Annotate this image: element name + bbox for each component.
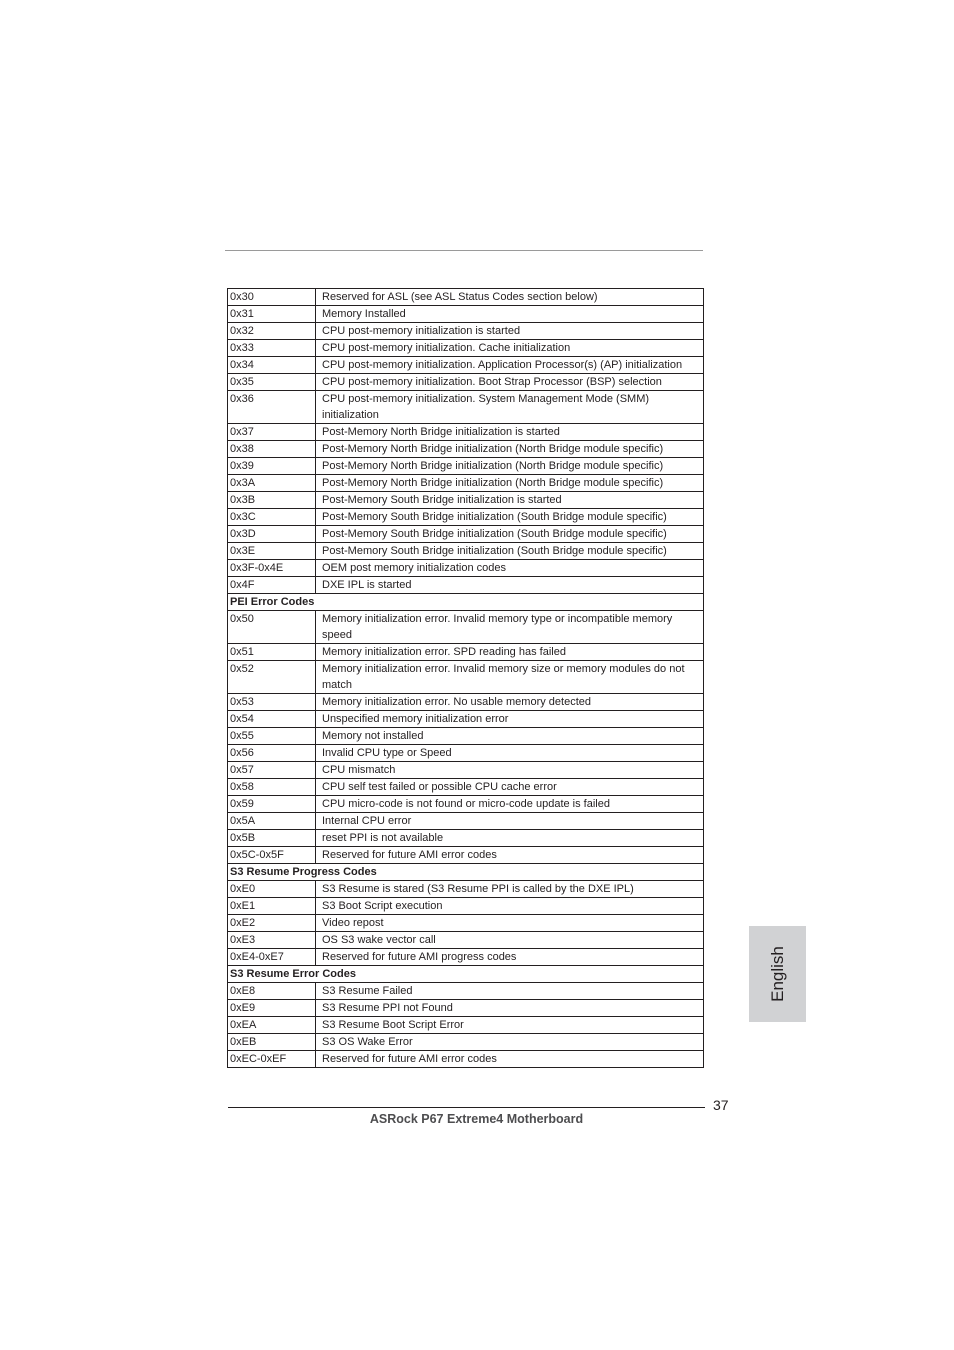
table-row <box>228 728 704 745</box>
table-row <box>228 932 704 949</box>
description-cell: Post-Memory North Bridge initialization (North Bridge module specific) <box>316 475 704 492</box>
section-header: PEI Error Codes <box>228 594 704 611</box>
language-tab <box>749 926 806 1022</box>
table-row <box>228 661 704 694</box>
table-row <box>228 847 704 864</box>
description-cell: CPU post-memory initialization. Application Processor(s) (AP) initialization <box>316 357 704 374</box>
code-cell: 0xEA <box>228 1017 316 1034</box>
table-row <box>228 1034 704 1051</box>
code-cell: 0xE2 <box>228 915 316 932</box>
description-cell: CPU post-memory initialization is started <box>316 323 704 340</box>
description-cell: Post-Memory South Bridge initialization (South Bridge module specific) <box>316 543 704 560</box>
code-cell: 0x39 <box>228 458 316 475</box>
table-row <box>228 391 704 424</box>
table-row <box>228 526 704 543</box>
description-cell: Memory initialization error. Invalid memory type or incompatible memory speed <box>316 611 704 644</box>
code-cell: 0x50 <box>228 611 316 644</box>
table-row <box>228 1051 704 1068</box>
table-row <box>228 611 704 644</box>
code-cell: 0x36 <box>228 391 316 424</box>
code-cell: 0x56 <box>228 745 316 762</box>
table-row <box>228 694 704 711</box>
description-cell: Invalid CPU type or Speed <box>316 745 704 762</box>
table-row <box>228 577 704 594</box>
table-row <box>228 323 704 340</box>
description-cell: S3 Resume is stared (S3 Resume PPI is called by the DXE IPL) <box>316 881 704 898</box>
page-number: 37 <box>713 1097 729 1113</box>
section-header: S3 Resume Error Codes <box>228 966 704 983</box>
table-row <box>228 424 704 441</box>
table-row <box>228 374 704 391</box>
code-cell: 0xE4-0xE7 <box>228 949 316 966</box>
code-cell: 0x58 <box>228 779 316 796</box>
description-cell: DXE IPL is started <box>316 577 704 594</box>
description-cell: Reserved for future AMI error codes <box>316 847 704 864</box>
code-cell: 0x55 <box>228 728 316 745</box>
description-cell: Memory not installed <box>316 728 704 745</box>
description-cell: CPU post-memory initialization. Boot Strap Processor (BSP) selection <box>316 374 704 391</box>
code-cell: 0xE0 <box>228 881 316 898</box>
code-cell: 0x30 <box>228 289 316 306</box>
section-header-row <box>228 594 704 611</box>
description-cell: Memory initialization error. Invalid memory size or memory modules do not match <box>316 661 704 694</box>
post-code-table <box>227 288 704 1068</box>
code-cell: 0x54 <box>228 711 316 728</box>
code-cell: 0x52 <box>228 661 316 694</box>
table-row <box>228 441 704 458</box>
table-row <box>228 289 704 306</box>
table-row <box>228 762 704 779</box>
table-row <box>228 796 704 813</box>
description-cell: Post-Memory South Bridge initialization (South Bridge module specific) <box>316 526 704 543</box>
table-row <box>228 306 704 323</box>
footer-title: ASRock P67 Extreme4 Motherboard <box>369 1112 584 1126</box>
description-cell: CPU micro-code is not found or micro-code update is failed <box>316 796 704 813</box>
table-row <box>228 983 704 1000</box>
table-row <box>228 949 704 966</box>
table-row <box>228 1017 704 1034</box>
code-cell: 0x53 <box>228 694 316 711</box>
top-rule <box>225 250 703 251</box>
code-cell: 0xE3 <box>228 932 316 949</box>
description-cell: S3 Boot Script execution <box>316 898 704 915</box>
description-cell: Reserved for future AMI progress codes <box>316 949 704 966</box>
code-cell: 0x5A <box>228 813 316 830</box>
section-header-row <box>228 966 704 983</box>
section-header-row <box>228 864 704 881</box>
code-cell: 0x32 <box>228 323 316 340</box>
description-cell: Video repost <box>316 915 704 932</box>
table-row <box>228 745 704 762</box>
table-row <box>228 644 704 661</box>
code-cell: 0x33 <box>228 340 316 357</box>
code-cell: 0x35 <box>228 374 316 391</box>
code-cell: 0x34 <box>228 357 316 374</box>
description-cell: S3 Resume Failed <box>316 983 704 1000</box>
code-cell: 0x5B <box>228 830 316 847</box>
table-row <box>228 813 704 830</box>
description-cell: S3 OS Wake Error <box>316 1034 704 1051</box>
section-header: S3 Resume Progress Codes <box>228 864 704 881</box>
table-row <box>228 357 704 374</box>
table-row <box>228 1000 704 1017</box>
description-cell: Post-Memory South Bridge initialization is started <box>316 492 704 509</box>
description-cell: S3 Resume PPI not Found <box>316 1000 704 1017</box>
description-cell: CPU post-memory initialization. Cache initialization <box>316 340 704 357</box>
table-row <box>228 543 704 560</box>
table-row <box>228 340 704 357</box>
code-cell: 0x31 <box>228 306 316 323</box>
code-cell: 0x59 <box>228 796 316 813</box>
table-row <box>228 492 704 509</box>
table-row <box>228 458 704 475</box>
table-row <box>228 711 704 728</box>
table-row <box>228 898 704 915</box>
code-cell: 0x3E <box>228 543 316 560</box>
table-row <box>228 779 704 796</box>
description-cell: OEM post memory initialization codes <box>316 560 704 577</box>
table-row <box>228 830 704 847</box>
description-cell: Post-Memory North Bridge initialization (North Bridge module specific) <box>316 441 704 458</box>
code-cell: 0xE9 <box>228 1000 316 1017</box>
description-cell: Internal CPU error <box>316 813 704 830</box>
description-cell: Unspecified memory initialization error <box>316 711 704 728</box>
footer-rule <box>228 1107 705 1108</box>
description-cell: CPU self test failed or possible CPU cache error <box>316 779 704 796</box>
code-cell: 0x37 <box>228 424 316 441</box>
description-cell: reset PPI is not available <box>316 830 704 847</box>
code-cell: 0x5C-0x5F <box>228 847 316 864</box>
table-row <box>228 560 704 577</box>
description-cell: Memory initialization error. No usable memory detected <box>316 694 704 711</box>
description-cell: Memory initialization error. SPD reading has failed <box>316 644 704 661</box>
code-cell: 0x4F <box>228 577 316 594</box>
code-cell: 0x3A <box>228 475 316 492</box>
description-cell: Post-Memory North Bridge initialization (North Bridge module specific) <box>316 458 704 475</box>
description-cell: Reserved for future AMI error codes <box>316 1051 704 1068</box>
code-cell: 0x38 <box>228 441 316 458</box>
description-cell: OS S3 wake vector call <box>316 932 704 949</box>
post-code-table-body <box>228 289 704 1068</box>
table-row <box>228 881 704 898</box>
description-cell: Post-Memory South Bridge initialization (South Bridge module specific) <box>316 509 704 526</box>
code-cell: 0xE1 <box>228 898 316 915</box>
table-row <box>228 915 704 932</box>
table-row <box>228 475 704 492</box>
code-cell: 0x51 <box>228 644 316 661</box>
code-cell: 0xE8 <box>228 983 316 1000</box>
code-cell: 0x3C <box>228 509 316 526</box>
code-cell: 0x3F-0x4E <box>228 560 316 577</box>
code-cell: 0x3B <box>228 492 316 509</box>
code-cell: 0x3D <box>228 526 316 543</box>
code-cell: 0xEB <box>228 1034 316 1051</box>
language-tab-label: English <box>767 946 787 1002</box>
description-cell: S3 Resume Boot Script Error <box>316 1017 704 1034</box>
description-cell: Post-Memory North Bridge initialization is started <box>316 424 704 441</box>
description-cell: Memory Installed <box>316 306 704 323</box>
table-row <box>228 509 704 526</box>
description-cell: Reserved for ASL (see ASL Status Codes section below) <box>316 289 704 306</box>
code-cell: 0xEC-0xEF <box>228 1051 316 1068</box>
description-cell: CPU mismatch <box>316 762 704 779</box>
description-cell: CPU post-memory initialization. System Management Mode (SMM) initialization <box>316 391 704 424</box>
code-cell: 0x57 <box>228 762 316 779</box>
